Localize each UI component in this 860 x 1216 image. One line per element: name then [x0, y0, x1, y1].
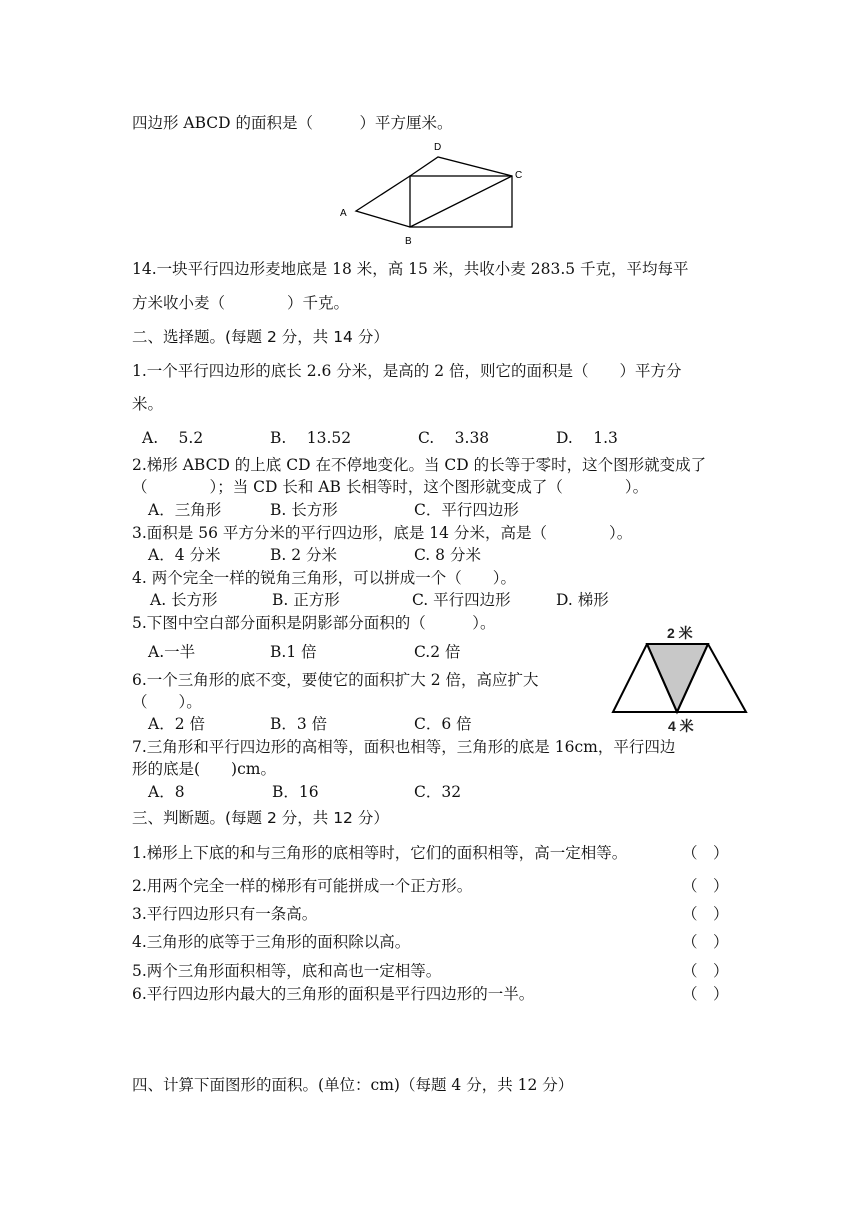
choice-2-line-1: 2.梯形 ABCD 的上底 CD 在不停地变化。当 CD 的长等于零时，这个图形就变成了	[132, 456, 707, 474]
choice-4-option-c: C. 平行四边形	[412, 591, 511, 609]
q14-line-2: 方米收小麦（ ）千克。	[132, 294, 350, 312]
judge-2: 2.用两个完全一样的梯形有可能拼成一个正方形。	[132, 877, 473, 895]
choice-1-option-b: B. 13.52	[270, 429, 352, 447]
choice-6-line-1: 6.一个三角形的底不变，要使它的面积扩大 2 倍，高应扩大	[132, 671, 539, 689]
choice-2-option-a: A．三角形	[148, 501, 222, 519]
choice-5-option-b: B.1 倍	[270, 643, 317, 661]
q13-text: 四边形 ABCD 的面积是（ ）平方厘米。	[132, 114, 453, 132]
choice-7-line-2: 形的底是( )cm。	[132, 760, 276, 778]
triangle-top	[410, 157, 512, 176]
q13-figure	[330, 136, 530, 251]
choice-1-line-1: 1.一个平行四边形的底长 2.6 分米，是高的 2 倍，则它的面积是（ ）平方分	[132, 362, 682, 380]
shaded-triangle	[647, 644, 708, 712]
choice-6-line-2: （ ）。	[132, 693, 202, 711]
choice-1-option-c: C. 3.38	[418, 429, 490, 447]
choice-5-option-c: C.2 倍	[414, 643, 461, 661]
judge-2-answer: （ ）	[682, 877, 729, 895]
choice-4-line: 4. 两个完全一样的锐角三角形，可以拼成一个（ ）。	[132, 569, 516, 587]
q14-line-1: 14.一块平行四边形麦地底是 18 米，高 15 米，共收小麦 283.5 千克，平均每平	[132, 260, 689, 278]
judge-5-answer: （ ）	[682, 962, 729, 980]
section-4-title: 四、计算下面图形的面积。(单位：cm)（每题 4 分，共 12 分）	[132, 1076, 574, 1094]
choice-3-option-a: A．4 分米	[148, 546, 221, 564]
judge-6: 6.平行四边形内最大的三角形的面积是平行四边形的一半。	[132, 985, 535, 1003]
choice-1-option-d: D. 1.3	[556, 429, 618, 447]
choice-7-option-c: C．32	[414, 783, 462, 801]
triangle-left	[356, 176, 410, 227]
choice-5-option-a: A.一半	[148, 643, 196, 661]
choice-7-option-b: B．16	[272, 783, 319, 801]
choice-3-option-c: C. 8 分米	[414, 546, 481, 564]
label-c: C	[515, 170, 523, 181]
choice-5-figure	[606, 620, 756, 738]
judge-4-answer: （ ）	[682, 933, 729, 951]
choice-4-option-a: A. 长方形	[150, 591, 218, 609]
choice-2-line-2: （ ）；当 CD 长和 AB 长相等时，这个图形就变成了（ ）。	[132, 478, 649, 496]
choice-2-option-c: C．平行四边形	[414, 501, 519, 519]
choice-3-line: 3.面积是 56 平方分米的平行四边形，底是 14 分米，高是（ ）。	[132, 524, 633, 542]
label-d: D	[434, 142, 442, 153]
choice-5-line: 5.下图中空白部分面积是阴影部分面积的（ ）。	[132, 614, 496, 632]
judge-5: 5.两个三角形面积相等，底和高也一定相等。	[132, 962, 442, 980]
label-b: B	[405, 236, 412, 247]
choice-3-option-b: B. 2 分米	[270, 546, 338, 564]
section-3-title: 三、判断题。(每题 2 分，共 12 分）	[132, 809, 389, 827]
section-2-title: 二、选择题。(每题 2 分，共 14 分）	[132, 328, 389, 346]
choice-1-option-a: A. 5.2	[142, 429, 204, 447]
diagonal-line	[410, 176, 512, 227]
choice-7-option-a: A．8	[148, 783, 185, 801]
choice-7-line-1: 7.三角形和平行四边形的高相等，面积也相等，三角形的底是 16cm，平行四边	[132, 738, 676, 756]
choice-6-option-a: A．2 倍	[148, 715, 205, 733]
judge-6-answer: （ ）	[682, 985, 729, 1003]
choice-4-option-d: D. 梯形	[556, 591, 609, 609]
choice-1-line-2: 米。	[132, 395, 164, 413]
choice-6-option-c: C．6 倍	[414, 715, 472, 733]
choice-4-option-b: B. 正方形	[272, 591, 340, 609]
fig5-bottom-label: 4 米	[668, 718, 694, 734]
judge-4: 4.三角形的底等于三角形的面积除以高。	[132, 933, 411, 951]
judge-1-answer: （ ）	[682, 844, 729, 862]
judge-3-answer: （ ）	[682, 905, 729, 923]
judge-3: 3.平行四边形只有一条高。	[132, 905, 318, 923]
judge-1: 1.梯形上下底的和与三角形的底相等时，它们的面积相等，高一定相等。	[132, 844, 628, 862]
label-a: A	[340, 208, 347, 219]
choice-6-option-b: B．3 倍	[270, 715, 328, 733]
fig5-top-label: 2 米	[667, 625, 693, 641]
choice-2-option-b: B. 长方形	[270, 501, 338, 519]
